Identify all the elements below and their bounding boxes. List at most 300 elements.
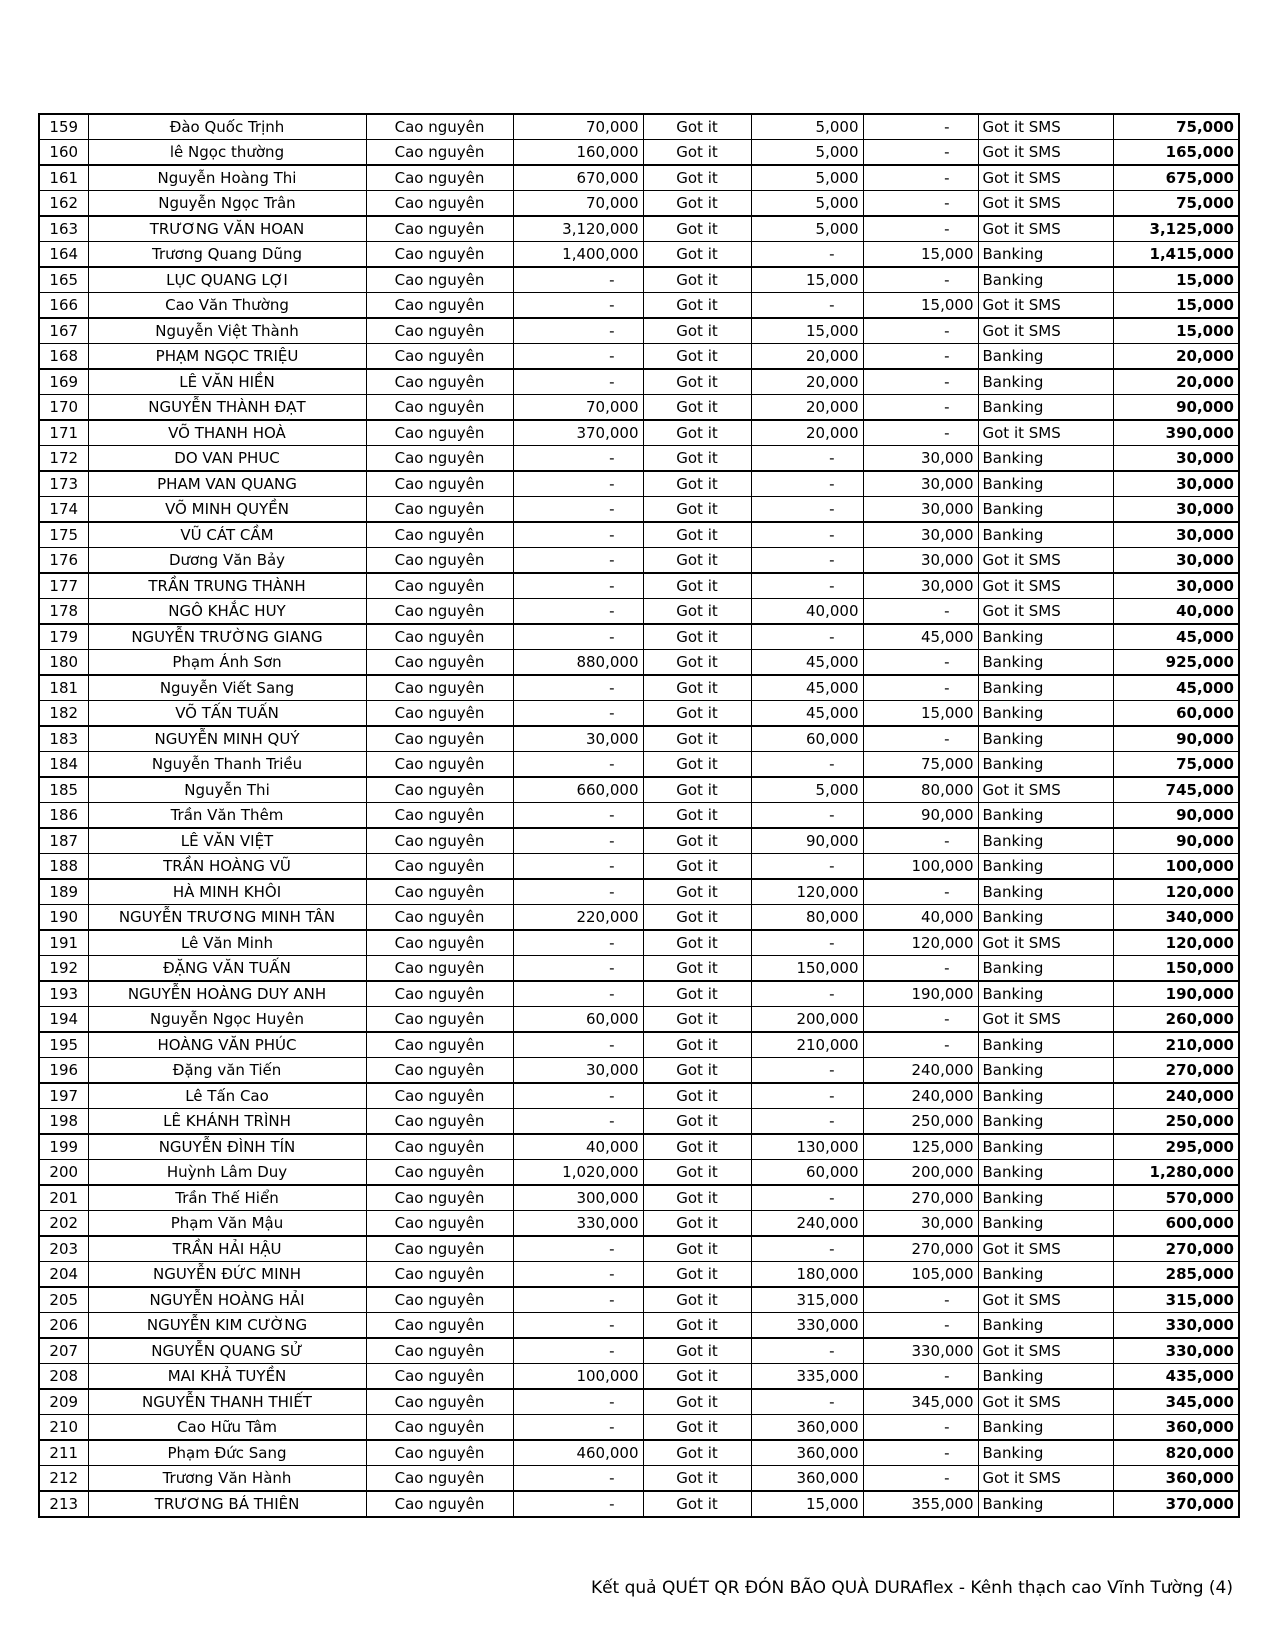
gift-amount-3: -	[863, 344, 978, 370]
region: Cao nguyên	[366, 1185, 513, 1211]
gift-amount-1: -	[513, 1491, 643, 1517]
reward-channel: Got it SMS	[978, 1007, 1113, 1033]
region: Cao nguyên	[366, 1313, 513, 1339]
customer-name: Cao Hữu Tâm	[88, 1415, 366, 1441]
gift-amount-3: 75,000	[863, 752, 978, 778]
row-index: 203	[39, 1236, 88, 1262]
reward-channel: Banking	[978, 1262, 1113, 1288]
table-row	[39, 726, 1239, 752]
table-row	[39, 624, 1239, 650]
gift-amount-1: -	[513, 1083, 643, 1109]
reward-channel: Banking	[978, 1415, 1113, 1441]
gift-amount-2: -	[751, 624, 863, 650]
table-row	[39, 1083, 1239, 1109]
customer-name: NGÔ KHẮC HUY	[88, 599, 366, 625]
customer-name: ĐẶNG VĂN TUẤN	[88, 956, 366, 982]
gift-amount-1: 40,000	[513, 1134, 643, 1160]
customer-name: Nguyễn Việt Thành	[88, 318, 366, 344]
total-amount: 435,000	[1113, 1364, 1239, 1390]
status-got-it: Got it	[643, 573, 751, 599]
reward-channel: Banking	[978, 471, 1113, 497]
gift-amount-3: 120,000	[863, 930, 978, 956]
row-index: 169	[39, 369, 88, 395]
region: Cao nguyên	[366, 573, 513, 599]
total-amount: 15,000	[1113, 293, 1239, 319]
table-row	[39, 828, 1239, 854]
gift-amount-2: -	[751, 293, 863, 319]
gift-amount-1: 70,000	[513, 395, 643, 421]
total-amount: 165,000	[1113, 140, 1239, 166]
total-amount: 100,000	[1113, 854, 1239, 880]
table-row	[39, 1185, 1239, 1211]
gift-amount-3: -	[863, 114, 978, 140]
status-got-it: Got it	[643, 854, 751, 880]
total-amount: 40,000	[1113, 599, 1239, 625]
gift-amount-1: 70,000	[513, 191, 643, 217]
gift-amount-3: 45,000	[863, 624, 978, 650]
gift-amount-3: 30,000	[863, 548, 978, 574]
region: Cao nguyên	[366, 1007, 513, 1033]
status-got-it: Got it	[643, 1491, 751, 1517]
table-row	[39, 1109, 1239, 1135]
table-row	[39, 1466, 1239, 1492]
table-row	[39, 1058, 1239, 1084]
customer-name: Trương Quang Dũng	[88, 242, 366, 268]
customer-name: LÊ VĂN HIỀN	[88, 369, 366, 395]
gift-amount-1: 220,000	[513, 905, 643, 931]
gift-amount-3: -	[863, 1007, 978, 1033]
customer-name: VÕ TẤN TUẤN	[88, 701, 366, 727]
customer-name: Nguyễn Thanh Triều	[88, 752, 366, 778]
total-amount: 15,000	[1113, 267, 1239, 293]
status-got-it: Got it	[643, 1262, 751, 1288]
gift-amount-1: -	[513, 701, 643, 727]
row-index: 197	[39, 1083, 88, 1109]
gift-amount-3: 15,000	[863, 242, 978, 268]
gift-amount-2: 150,000	[751, 956, 863, 982]
row-index: 166	[39, 293, 88, 319]
gift-amount-1: -	[513, 293, 643, 319]
reward-channel: Got it SMS	[978, 216, 1113, 242]
status-got-it: Got it	[643, 114, 751, 140]
table-row	[39, 471, 1239, 497]
table-row	[39, 1236, 1239, 1262]
reward-channel: Banking	[978, 828, 1113, 854]
customer-name: TRẦN HẢI HẬU	[88, 1236, 366, 1262]
total-amount: 210,000	[1113, 1032, 1239, 1058]
gift-amount-1: -	[513, 522, 643, 548]
region: Cao nguyên	[366, 752, 513, 778]
gift-amount-2: 45,000	[751, 701, 863, 727]
total-amount: 1,415,000	[1113, 242, 1239, 268]
total-amount: 270,000	[1113, 1058, 1239, 1084]
table-row	[39, 1338, 1239, 1364]
gift-amount-2: -	[751, 1083, 863, 1109]
region: Cao nguyên	[366, 956, 513, 982]
reward-channel: Got it SMS	[978, 293, 1113, 319]
row-index: 184	[39, 752, 88, 778]
status-got-it: Got it	[643, 318, 751, 344]
region: Cao nguyên	[366, 548, 513, 574]
table-row	[39, 854, 1239, 880]
total-amount: 30,000	[1113, 446, 1239, 472]
gift-amount-1: -	[513, 854, 643, 880]
gift-amount-1: 30,000	[513, 726, 643, 752]
reward-channel: Banking	[978, 1313, 1113, 1339]
row-index: 175	[39, 522, 88, 548]
status-got-it: Got it	[643, 1032, 751, 1058]
row-index: 199	[39, 1134, 88, 1160]
total-amount: 30,000	[1113, 522, 1239, 548]
gift-amount-3: -	[863, 828, 978, 854]
region: Cao nguyên	[366, 522, 513, 548]
status-got-it: Got it	[643, 471, 751, 497]
customer-name: LỤC QUANG LỢI	[88, 267, 366, 293]
table-row	[39, 1389, 1239, 1415]
status-got-it: Got it	[643, 497, 751, 523]
gift-amount-2: 120,000	[751, 879, 863, 905]
row-index: 183	[39, 726, 88, 752]
gift-amount-2: -	[751, 497, 863, 523]
customer-name: Nguyễn Viết Sang	[88, 675, 366, 701]
gift-amount-3: 240,000	[863, 1058, 978, 1084]
gift-amount-3: -	[863, 140, 978, 166]
gift-amount-1: -	[513, 1032, 643, 1058]
gift-amount-2: -	[751, 930, 863, 956]
customer-name: NGUYỄN HOÀNG DUY ANH	[88, 981, 366, 1007]
status-got-it: Got it	[643, 1364, 751, 1390]
gift-amount-3: -	[863, 1415, 978, 1441]
gift-amount-2: 180,000	[751, 1262, 863, 1288]
total-amount: 370,000	[1113, 1491, 1239, 1517]
gift-amount-2: 200,000	[751, 1007, 863, 1033]
region: Cao nguyên	[366, 1440, 513, 1466]
gift-amount-1: 880,000	[513, 650, 643, 676]
total-amount: 45,000	[1113, 675, 1239, 701]
total-amount: 820,000	[1113, 1440, 1239, 1466]
row-index: 173	[39, 471, 88, 497]
row-index: 172	[39, 446, 88, 472]
total-amount: 90,000	[1113, 828, 1239, 854]
table-row	[39, 981, 1239, 1007]
row-index: 192	[39, 956, 88, 982]
customer-name: VÕ MINH QUYỀN	[88, 497, 366, 523]
gift-amount-3: -	[863, 165, 978, 191]
gift-amount-1: -	[513, 1389, 643, 1415]
gift-amount-2: 45,000	[751, 650, 863, 676]
region: Cao nguyên	[366, 650, 513, 676]
row-index: 176	[39, 548, 88, 574]
total-amount: 295,000	[1113, 1134, 1239, 1160]
status-got-it: Got it	[643, 905, 751, 931]
region: Cao nguyên	[366, 140, 513, 166]
region: Cao nguyên	[366, 191, 513, 217]
gift-amount-1: -	[513, 1338, 643, 1364]
gift-amount-3: 345,000	[863, 1389, 978, 1415]
row-index: 205	[39, 1287, 88, 1313]
customer-name: TRẦN TRUNG THÀNH	[88, 573, 366, 599]
gift-amount-1: 300,000	[513, 1185, 643, 1211]
gift-amount-1: -	[513, 1287, 643, 1313]
reward-channel: Banking	[978, 1032, 1113, 1058]
reward-channel: Got it SMS	[978, 1466, 1113, 1492]
gift-amount-2: -	[751, 1185, 863, 1211]
gift-amount-2: -	[751, 1338, 863, 1364]
total-amount: 345,000	[1113, 1389, 1239, 1415]
row-index: 207	[39, 1338, 88, 1364]
region: Cao nguyên	[366, 369, 513, 395]
customer-name: LÊ KHÁNH TRÌNH	[88, 1109, 366, 1135]
row-index: 163	[39, 216, 88, 242]
customer-name: Cao Văn Thường	[88, 293, 366, 319]
gift-amount-1: -	[513, 624, 643, 650]
customer-name: Huỳnh Lâm Duy	[88, 1160, 366, 1186]
gift-amount-2: 15,000	[751, 318, 863, 344]
table-row	[39, 1211, 1239, 1237]
table-row	[39, 1440, 1239, 1466]
gift-amount-3: 30,000	[863, 573, 978, 599]
gift-amount-1: -	[513, 267, 643, 293]
gift-amount-2: -	[751, 803, 863, 829]
gift-amount-3: 270,000	[863, 1236, 978, 1262]
row-index: 171	[39, 420, 88, 446]
status-got-it: Got it	[643, 216, 751, 242]
reward-channel: Banking	[978, 905, 1113, 931]
customer-name: Trần Thế Hiển	[88, 1185, 366, 1211]
customer-name: PHẠM NGỌC TRIỆU	[88, 344, 366, 370]
status-got-it: Got it	[643, 828, 751, 854]
status-got-it: Got it	[643, 522, 751, 548]
customer-name: NGUYỄN THANH THIẾT	[88, 1389, 366, 1415]
customer-name: PHAM VAN QUANG	[88, 471, 366, 497]
status-got-it: Got it	[643, 1389, 751, 1415]
status-got-it: Got it	[643, 1083, 751, 1109]
row-index: 212	[39, 1466, 88, 1492]
gift-amount-3: 200,000	[863, 1160, 978, 1186]
region: Cao nguyên	[366, 165, 513, 191]
customer-name: Phạm Ánh Sơn	[88, 650, 366, 676]
region: Cao nguyên	[366, 1083, 513, 1109]
gift-amount-1: 160,000	[513, 140, 643, 166]
total-amount: 90,000	[1113, 395, 1239, 421]
gift-amount-3: 80,000	[863, 777, 978, 803]
reward-channel: Got it SMS	[978, 599, 1113, 625]
gift-amount-1: -	[513, 369, 643, 395]
customer-name: VÕ THANH HOÀ	[88, 420, 366, 446]
table-row	[39, 446, 1239, 472]
gift-amount-3: -	[863, 650, 978, 676]
gift-amount-1: -	[513, 1236, 643, 1262]
customer-name: Dương Văn Bảy	[88, 548, 366, 574]
total-amount: 30,000	[1113, 471, 1239, 497]
customer-name: Đào Quốc Trịnh	[88, 114, 366, 140]
customer-name: DO VAN PHUC	[88, 446, 366, 472]
table-row	[39, 114, 1239, 140]
status-got-it: Got it	[643, 1109, 751, 1135]
gift-amount-3: -	[863, 191, 978, 217]
reward-channel: Banking	[978, 650, 1113, 676]
gift-amount-3: -	[863, 267, 978, 293]
customer-name: MAI KHẢ TUYỀN	[88, 1364, 366, 1390]
region: Cao nguyên	[366, 905, 513, 931]
gift-amount-2: 45,000	[751, 675, 863, 701]
gift-amount-1: -	[513, 497, 643, 523]
table-row	[39, 1262, 1239, 1288]
status-got-it: Got it	[643, 242, 751, 268]
table-row	[39, 293, 1239, 319]
region: Cao nguyên	[366, 599, 513, 625]
gift-amount-2: -	[751, 1058, 863, 1084]
gift-amount-2: 210,000	[751, 1032, 863, 1058]
gift-amount-1: -	[513, 573, 643, 599]
row-index: 180	[39, 650, 88, 676]
gift-amount-1: -	[513, 752, 643, 778]
table-row	[39, 420, 1239, 446]
status-got-it: Got it	[643, 1440, 751, 1466]
gift-amount-1: 30,000	[513, 1058, 643, 1084]
gift-amount-1: -	[513, 1109, 643, 1135]
status-got-it: Got it	[643, 752, 751, 778]
row-index: 164	[39, 242, 88, 268]
customer-name: NGUYỄN HOÀNG HẢI	[88, 1287, 366, 1313]
region: Cao nguyên	[366, 395, 513, 421]
row-index: 210	[39, 1415, 88, 1441]
total-amount: 330,000	[1113, 1313, 1239, 1339]
region: Cao nguyên	[366, 675, 513, 701]
reward-channel: Banking	[978, 242, 1113, 268]
customer-name: Phạm Văn Mậu	[88, 1211, 366, 1237]
reward-channel: Got it SMS	[978, 1236, 1113, 1262]
gift-amount-2: 5,000	[751, 140, 863, 166]
customer-name: NGUYỄN QUANG SỬ	[88, 1338, 366, 1364]
status-got-it: Got it	[643, 1134, 751, 1160]
gift-amount-1: -	[513, 1262, 643, 1288]
gift-amount-2: -	[751, 522, 863, 548]
row-index: 209	[39, 1389, 88, 1415]
total-amount: 30,000	[1113, 573, 1239, 599]
gift-amount-1: 660,000	[513, 777, 643, 803]
table-row	[39, 140, 1239, 166]
total-amount: 285,000	[1113, 1262, 1239, 1288]
customer-name: NGUYỄN ĐÌNH TÍN	[88, 1134, 366, 1160]
table-row	[39, 497, 1239, 523]
reward-channel: Banking	[978, 701, 1113, 727]
gift-amount-1: -	[513, 548, 643, 574]
status-got-it: Got it	[643, 1211, 751, 1237]
row-index: 181	[39, 675, 88, 701]
total-amount: 60,000	[1113, 701, 1239, 727]
reward-channel: Got it SMS	[978, 1338, 1113, 1364]
gift-amount-3: -	[863, 1364, 978, 1390]
gift-amount-2: 60,000	[751, 1160, 863, 1186]
gift-amount-2: 335,000	[751, 1364, 863, 1390]
row-index: 182	[39, 701, 88, 727]
table-row	[39, 318, 1239, 344]
row-index: 213	[39, 1491, 88, 1517]
customer-name: Lê Văn Minh	[88, 930, 366, 956]
sheet-footer-title: Kết quả QUÉT QR ĐÓN BÃO QUÀ DURAflex - Kênh thạch cao Vĩnh Tường (4)	[590, 1578, 1233, 1598]
customer-name: Nguyễn Ngọc Trân	[88, 191, 366, 217]
total-amount: 925,000	[1113, 650, 1239, 676]
table-row	[39, 650, 1239, 676]
gift-amount-1: -	[513, 956, 643, 982]
gift-amount-2: 15,000	[751, 1491, 863, 1517]
total-amount: 20,000	[1113, 344, 1239, 370]
region: Cao nguyên	[366, 216, 513, 242]
status-got-it: Got it	[643, 981, 751, 1007]
total-amount: 315,000	[1113, 1287, 1239, 1313]
total-amount: 360,000	[1113, 1466, 1239, 1492]
gift-amount-3: -	[863, 675, 978, 701]
total-amount: 570,000	[1113, 1185, 1239, 1211]
region: Cao nguyên	[366, 828, 513, 854]
status-got-it: Got it	[643, 191, 751, 217]
region: Cao nguyên	[366, 242, 513, 268]
reward-channel: Got it SMS	[978, 1287, 1113, 1313]
customer-name: NGUYỄN MINH QUÝ	[88, 726, 366, 752]
gift-amount-2: -	[751, 573, 863, 599]
status-got-it: Got it	[643, 1185, 751, 1211]
gift-amount-2: 90,000	[751, 828, 863, 854]
status-got-it: Got it	[643, 1466, 751, 1492]
table-row	[39, 369, 1239, 395]
table-row	[39, 1491, 1239, 1517]
customer-name: Nguyễn Hoàng Thi	[88, 165, 366, 191]
row-index: 165	[39, 267, 88, 293]
reward-channel: Got it SMS	[978, 165, 1113, 191]
row-index: 194	[39, 1007, 88, 1033]
gift-amount-1: -	[513, 675, 643, 701]
reward-channel: Banking	[978, 1058, 1113, 1084]
gift-amount-3: 250,000	[863, 1109, 978, 1135]
region: Cao nguyên	[366, 420, 513, 446]
region: Cao nguyên	[366, 1262, 513, 1288]
row-index: 211	[39, 1440, 88, 1466]
customer-name: NGUYỄN TRƯỜNG GIANG	[88, 624, 366, 650]
region: Cao nguyên	[366, 1134, 513, 1160]
region: Cao nguyên	[366, 267, 513, 293]
row-index: 198	[39, 1109, 88, 1135]
region: Cao nguyên	[366, 318, 513, 344]
region: Cao nguyên	[366, 854, 513, 880]
reward-channel: Banking	[978, 1491, 1113, 1517]
gift-amount-3: 270,000	[863, 1185, 978, 1211]
gift-amount-1: 1,020,000	[513, 1160, 643, 1186]
row-index: 179	[39, 624, 88, 650]
row-index: 189	[39, 879, 88, 905]
status-got-it: Got it	[643, 803, 751, 829]
total-amount: 675,000	[1113, 165, 1239, 191]
total-amount: 30,000	[1113, 548, 1239, 574]
reward-channel: Got it SMS	[978, 930, 1113, 956]
gift-amount-1: 100,000	[513, 1364, 643, 1390]
status-got-it: Got it	[643, 548, 751, 574]
gift-amount-2: 20,000	[751, 420, 863, 446]
region: Cao nguyên	[366, 981, 513, 1007]
total-amount: 30,000	[1113, 497, 1239, 523]
table-row	[39, 267, 1239, 293]
region: Cao nguyên	[366, 446, 513, 472]
region: Cao nguyên	[366, 471, 513, 497]
reward-channel: Banking	[978, 624, 1113, 650]
gift-amount-3: 40,000	[863, 905, 978, 931]
gift-amount-2: -	[751, 242, 863, 268]
customer-name: Nguyễn Ngọc Huyên	[88, 1007, 366, 1033]
gift-amount-2: -	[751, 446, 863, 472]
region: Cao nguyên	[366, 1389, 513, 1415]
gift-amount-2: -	[751, 981, 863, 1007]
region: Cao nguyên	[366, 293, 513, 319]
